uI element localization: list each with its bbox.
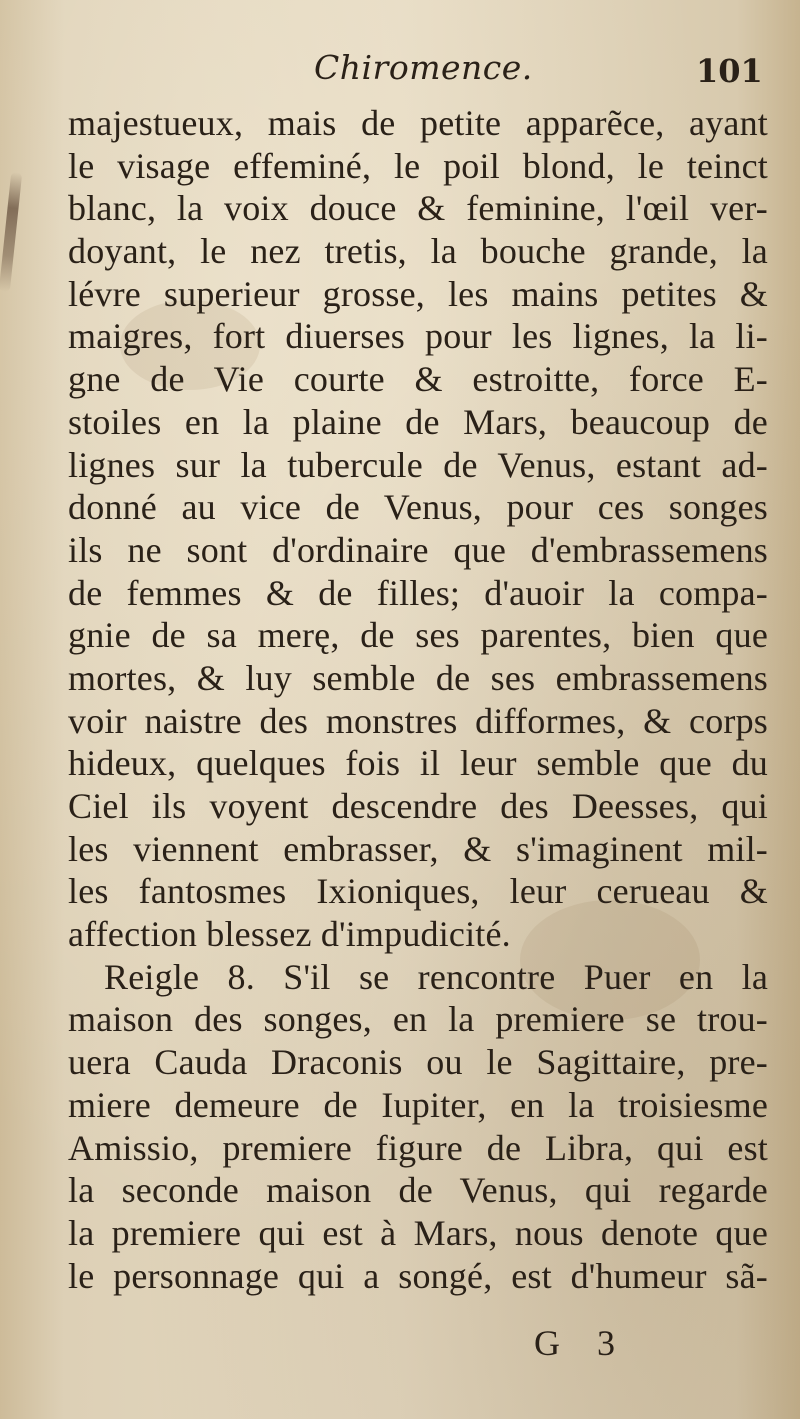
text-line: mortes, & luy semble de ses embrassemens [68, 657, 768, 698]
text-line: Ciel ils voyent descendre des Deesses, qui [68, 786, 768, 826]
text-line: le personnage qui a songé, est d'humeur sã- [68, 1255, 768, 1296]
text-line: doyant, le nez tretis, la bouche grande, la [68, 231, 768, 272]
text-line: blanc, la voix douce & feminine, l'œil ver- [68, 188, 768, 229]
body-text [68, 102, 768, 1297]
text-line: les fantosmes Ixioniques, leur cerueau & [68, 871, 768, 912]
text-line: stoiles en la plaine de Mars, beaucoup de [68, 401, 768, 442]
text-line: majestueux, mais de petite apparẽce, ayant [68, 103, 768, 143]
text-line: Amissio, premiere figure de Libra, qui est [68, 1127, 768, 1168]
header-title: Chiromence. [314, 48, 533, 87]
text-line: maigres, fort diuerses pour les lignes, la li- [68, 316, 768, 357]
text-line: lignes sur la tubercule de Venus, estant ad- [68, 444, 768, 485]
text-line: gnie de sa merę, de ses parentes, bien que [68, 615, 768, 656]
text-line: gne de Vie courte & estroitte, force E- [68, 359, 768, 400]
text-line: uera Cauda Draconis ou le Sagittaire, pre- [68, 1042, 768, 1083]
text-line: Reigle 8. S'il se rencontre Puer en la [104, 956, 768, 997]
text-line: les viennent embrasser, & s'imaginent mil- [68, 828, 768, 869]
text-line: donné au vice de Venus, pour ces songes [68, 487, 768, 528]
text-line: la seconde maison de Venus, qui regarde [68, 1170, 768, 1211]
text-line: voir naistre des monstres difformes, & corps [68, 700, 768, 741]
text-line: maison des songes, en la premiere se trou- [68, 999, 768, 1040]
text-line: affection blessez d'impudicité. [68, 914, 511, 955]
text-line: le visage effeminé, le poil blond, le teinct [68, 145, 768, 186]
ink-mark [0, 172, 22, 292]
text-line: miere demeure de Iupiter, en la troisiesme [68, 1084, 768, 1125]
page-number: 101 [696, 52, 763, 90]
signature-mark: G 3 [534, 1323, 629, 1363]
text-line: hideux, quelques fois il leur semble que du [68, 743, 768, 784]
text-line: lévre superieur grosse, les mains petites & [68, 273, 768, 314]
text-line: de femmes & de filles; d'auoir la compa- [68, 572, 768, 613]
text-line: la premiere qui est à Mars, nous denote que [68, 1212, 768, 1253]
text-line: ils ne sont d'ordinaire que d'embrassemens [68, 529, 768, 570]
running-head [0, 44, 800, 96]
